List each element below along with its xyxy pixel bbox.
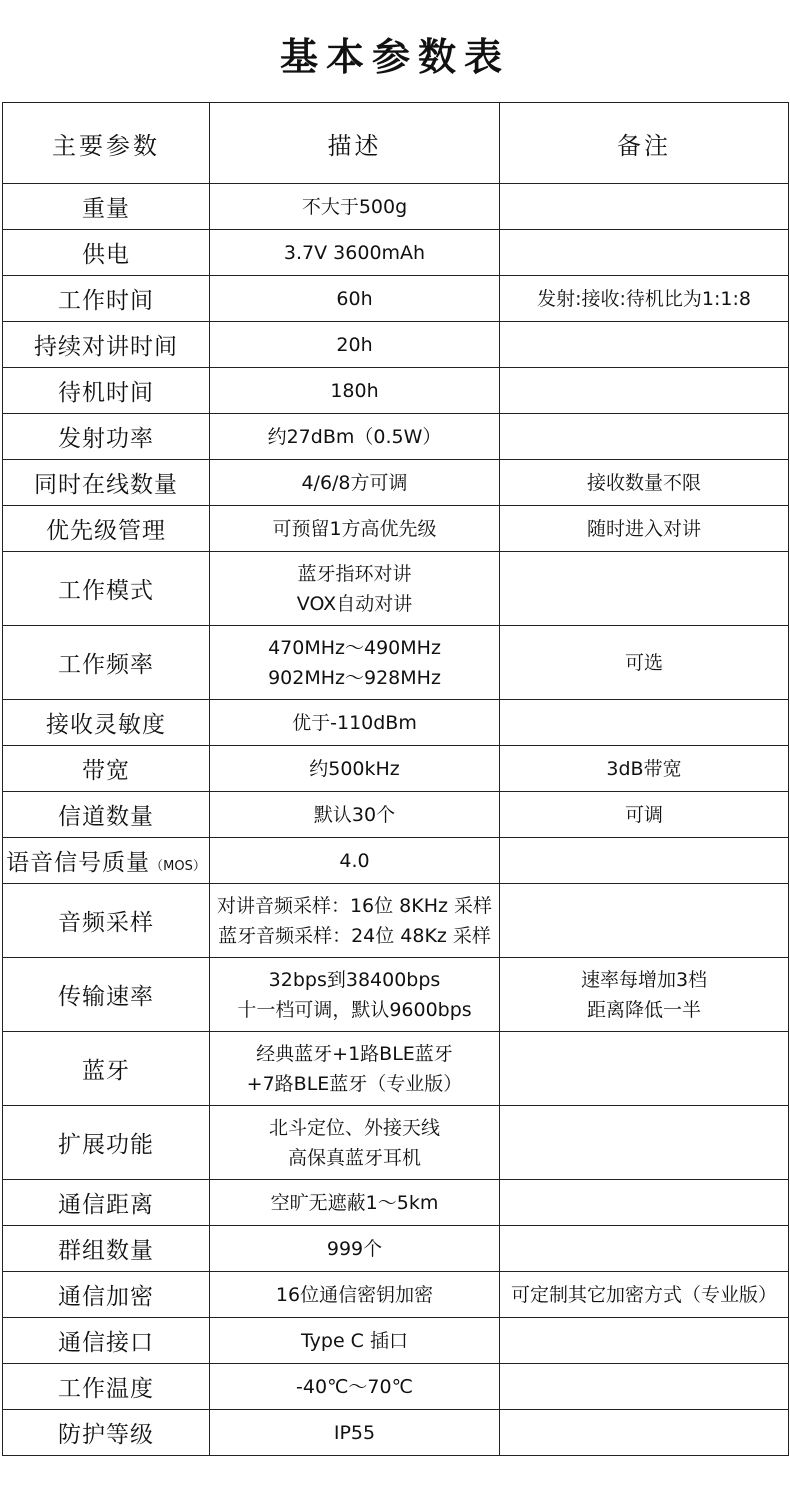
- desc-line: 902MHz～928MHz: [268, 666, 441, 689]
- table-row: [3, 884, 789, 958]
- table-row: [3, 414, 789, 460]
- param-cell: [3, 368, 210, 414]
- desc-cell: [210, 230, 500, 276]
- desc-cell: [210, 506, 500, 552]
- spec-table: [2, 102, 789, 1456]
- note-cell: [500, 700, 789, 746]
- note-cell: [500, 460, 789, 506]
- param-cell: [3, 1410, 210, 1456]
- desc-cell: [210, 368, 500, 414]
- note-line: 可定制其它加密方式（专业版）: [510, 1283, 777, 1306]
- param-label: 语音信号质量: [6, 850, 151, 876]
- desc-line: 60h: [336, 287, 373, 310]
- desc-line: 180h: [330, 379, 379, 402]
- param-cell: [3, 792, 210, 838]
- param-label: 工作模式: [58, 578, 154, 604]
- desc-cell: [210, 1272, 500, 1318]
- desc-line: 蓝牙音频采样：24位 48Kz 采样: [218, 924, 491, 947]
- note-line: 可选: [624, 651, 663, 674]
- desc-line: Type C 插口: [301, 1329, 408, 1352]
- param-cell: [3, 1318, 210, 1364]
- param-cell: [3, 1272, 210, 1318]
- table-row: [3, 1318, 789, 1364]
- param-cell: [3, 184, 210, 230]
- param-label: 音频采样: [58, 910, 154, 936]
- note-cell: [500, 414, 789, 460]
- table-header-row: [3, 103, 789, 184]
- note-cell: [500, 368, 789, 414]
- desc-line: 3.7V 3600mAh: [283, 241, 426, 264]
- table-row: [3, 1410, 789, 1456]
- note-line: 距离降低一半: [586, 998, 701, 1021]
- param-cell: [3, 1226, 210, 1272]
- table-row: [3, 230, 789, 276]
- desc-cell: [210, 414, 500, 460]
- note-line: 可调: [624, 803, 663, 826]
- desc-cell: [210, 1364, 500, 1410]
- table-row: [3, 792, 789, 838]
- param-cell: [3, 700, 210, 746]
- param-cell: [3, 230, 210, 276]
- note-cell: [500, 322, 789, 368]
- param-cell: [3, 460, 210, 506]
- note-line: 随时进入对讲: [586, 517, 701, 540]
- column-header-desc: 描述: [210, 103, 500, 184]
- desc-line: 对讲音频采样：16位 8KHz 采样: [216, 894, 493, 917]
- note-cell: [500, 1106, 789, 1180]
- desc-cell: [210, 700, 500, 746]
- note-cell: [500, 958, 789, 1032]
- table-row: [3, 1180, 789, 1226]
- param-cell: [3, 884, 210, 958]
- desc-cell: [210, 746, 500, 792]
- desc-line: 高保真蓝牙耳机: [287, 1146, 421, 1169]
- desc-line: 约500kHz: [309, 757, 400, 780]
- desc-cell: [210, 1032, 500, 1106]
- note-cell: [500, 1180, 789, 1226]
- param-cell: [3, 414, 210, 460]
- desc-line: 不大于500g: [301, 195, 408, 218]
- table-row: [3, 1032, 789, 1106]
- param-label: 通信距离: [58, 1192, 154, 1218]
- desc-cell: [210, 276, 500, 322]
- note-line: 接收数量不限: [586, 471, 701, 494]
- desc-cell: [210, 626, 500, 700]
- note-cell: [500, 746, 789, 792]
- desc-line: 20h: [336, 333, 373, 356]
- desc-cell: [210, 1410, 500, 1456]
- spec-table-body: [3, 184, 789, 1456]
- note-cell: [500, 1032, 789, 1106]
- note-cell: [500, 838, 789, 884]
- table-row: [3, 1364, 789, 1410]
- param-label: 待机时间: [58, 380, 154, 406]
- desc-cell: [210, 1318, 500, 1364]
- param-label: 工作频率: [58, 652, 154, 678]
- desc-line: 4.0: [339, 849, 370, 872]
- desc-cell: [210, 884, 500, 958]
- param-cell: [3, 276, 210, 322]
- desc-line: 优于-110dBm: [292, 711, 417, 734]
- column-header-param: 主要参数: [3, 103, 210, 184]
- desc-line: 999个: [326, 1237, 383, 1260]
- note-line: 速率每增加3档: [580, 968, 708, 991]
- param-cell: [3, 838, 210, 884]
- desc-cell: [210, 460, 500, 506]
- desc-line: 空旷无遮蔽1～5km: [270, 1191, 439, 1214]
- param-cell: [3, 1106, 210, 1180]
- param-label: 发射功率: [58, 426, 154, 452]
- param-label: 持续对讲时间: [34, 334, 178, 360]
- table-row: [3, 552, 789, 626]
- param-label: 蓝牙: [82, 1058, 130, 1084]
- desc-cell: [210, 322, 500, 368]
- param-label: 接收灵敏度: [46, 712, 166, 738]
- note-cell: [500, 1272, 789, 1318]
- param-cell: [3, 1364, 210, 1410]
- desc-line: 可预留1方高优先级: [272, 517, 437, 540]
- desc-cell: [210, 1106, 500, 1180]
- note-cell: [500, 1226, 789, 1272]
- note-cell: [500, 792, 789, 838]
- table-row: [3, 1272, 789, 1318]
- desc-cell: [210, 958, 500, 1032]
- desc-line: 32bps到38400bps: [268, 968, 441, 991]
- note-cell: [500, 1410, 789, 1456]
- param-label: 通信接口: [58, 1330, 154, 1356]
- param-label: 工作温度: [58, 1376, 154, 1402]
- note-cell: [500, 506, 789, 552]
- note-cell: [500, 884, 789, 958]
- desc-cell: [210, 552, 500, 626]
- param-label: 群组数量: [58, 1238, 154, 1264]
- desc-cell: [210, 1180, 500, 1226]
- page-title: 基本参数表: [279, 35, 510, 79]
- note-cell: [500, 276, 789, 322]
- note-cell: [500, 230, 789, 276]
- param-cell: [3, 1032, 210, 1106]
- desc-line: 十一档可调，默认9600bps: [237, 998, 472, 1021]
- table-row: [3, 276, 789, 322]
- desc-line: 经典蓝牙+1路BLE蓝牙: [256, 1042, 453, 1065]
- param-label: 防护等级: [58, 1422, 154, 1448]
- param-label: 优先级管理: [46, 518, 166, 544]
- param-label: 通信加密: [58, 1284, 154, 1310]
- table-row: [3, 184, 789, 230]
- desc-line: -40℃～70℃: [296, 1375, 413, 1398]
- desc-line: 约27dBm（0.5W）: [267, 425, 442, 448]
- param-label: 工作时间: [58, 288, 154, 314]
- param-cell: [3, 1180, 210, 1226]
- note-line: 3dB带宽: [606, 757, 682, 780]
- note-cell: [500, 1364, 789, 1410]
- table-row: [3, 1106, 789, 1180]
- param-cell: [3, 746, 210, 792]
- note-line: 发射:接收:待机比为1:1:8: [537, 287, 751, 310]
- note-cell: [500, 552, 789, 626]
- param-label: 传输速率: [58, 984, 154, 1010]
- param-cell: [3, 958, 210, 1032]
- table-row: [3, 838, 789, 884]
- note-cell: [500, 626, 789, 700]
- table-row: [3, 506, 789, 552]
- table-row: [3, 746, 789, 792]
- desc-line: +7路BLE蓝牙（专业版）: [246, 1072, 463, 1095]
- table-row: [3, 1226, 789, 1272]
- param-label: 供电: [82, 242, 130, 268]
- table-row: [3, 958, 789, 1032]
- param-label: 带宽: [82, 758, 130, 784]
- table-row: [3, 626, 789, 700]
- desc-line: 默认30个: [313, 803, 396, 826]
- table-row: [3, 322, 789, 368]
- param-suffix: （MOS）: [150, 859, 206, 874]
- param-cell: [3, 506, 210, 552]
- table-row: [3, 368, 789, 414]
- desc-line: 蓝牙指环对讲: [297, 562, 412, 585]
- desc-cell: [210, 792, 500, 838]
- param-cell: [3, 626, 210, 700]
- note-cell: [500, 1318, 789, 1364]
- desc-cell: [210, 1226, 500, 1272]
- desc-line: 470MHz～490MHz: [268, 636, 441, 659]
- param-cell: [3, 322, 210, 368]
- param-label: 信道数量: [58, 804, 154, 830]
- desc-line: VOX自动对讲: [296, 592, 413, 615]
- note-cell: [500, 184, 789, 230]
- column-header-note: 备注: [500, 103, 789, 184]
- desc-line: IP55: [333, 1421, 376, 1444]
- desc-cell: [210, 838, 500, 884]
- param-cell: [3, 552, 210, 626]
- desc-line: 16位通信密钥加密: [275, 1283, 434, 1306]
- desc-cell: [210, 184, 500, 230]
- table-row: [3, 460, 789, 506]
- param-label: 重量: [82, 196, 130, 222]
- table-row: [3, 700, 789, 746]
- param-label: 同时在线数量: [34, 472, 178, 498]
- desc-line: 4/6/8方可调: [301, 471, 408, 494]
- desc-line: 北斗定位、外接天线: [268, 1116, 440, 1139]
- param-label: 扩展功能: [58, 1132, 154, 1158]
